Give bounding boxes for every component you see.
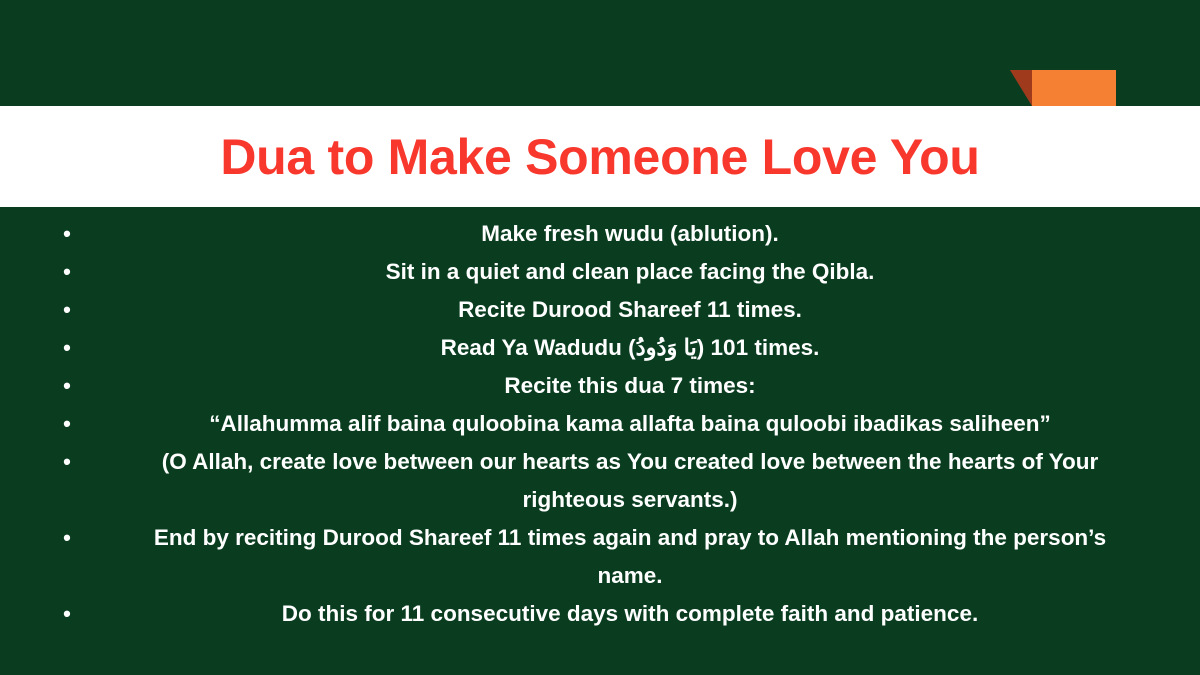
bullet-marker-icon: • — [63, 221, 71, 246]
list-item — [0, 595, 1200, 633]
list-item-text: Make fresh wudu (ablution). — [481, 221, 779, 246]
list-item — [0, 367, 1200, 405]
bullet-marker-icon: • — [63, 601, 71, 626]
bullet-marker-icon: • — [63, 411, 71, 436]
ribbon-main-icon — [1032, 70, 1116, 106]
bullet-marker-icon: • — [63, 525, 71, 550]
list-item — [0, 519, 1200, 595]
list-item — [0, 329, 1200, 367]
bullet-marker-icon: • — [63, 259, 71, 284]
bullet-marker-icon: • — [63, 297, 71, 322]
page-title: Dua to Make Someone Love You — [220, 128, 980, 185]
list-item — [0, 253, 1200, 291]
list-item-text: Recite Durood Shareef 11 times. — [458, 297, 802, 322]
bullet-marker-icon: • — [63, 335, 71, 360]
list-item-text: “Allahumma alif baina quloobina kama allafta baina quloobi ibadikas saliheen” — [209, 411, 1051, 436]
list-item-text: Read Ya Wadudu (يَا وَدُودُ) 101 times. — [440, 335, 820, 360]
title-bar — [0, 106, 1200, 207]
ribbon-decoration — [1000, 70, 1116, 106]
body-area — [0, 207, 1200, 675]
bullet-marker-icon: • — [63, 449, 71, 474]
list-item-text: End by reciting Durood Shareef 11 times again and pray to Allah mentioning the person’s name. — [153, 525, 1107, 588]
list-item — [0, 215, 1200, 253]
list-item-text: Sit in a quiet and clean place facing the Qibla. — [385, 259, 875, 284]
list-item — [0, 405, 1200, 443]
ribbon-fold-icon — [1010, 70, 1032, 106]
list-item — [0, 443, 1200, 519]
list-item-text: (O Allah, create love between our hearts as You created love between the hearts of Your righteous servants.) — [161, 449, 1099, 512]
list-item-text: Recite this dua 7 times: — [504, 373, 756, 398]
list-item-text: Do this for 11 consecutive days with complete faith and patience. — [281, 601, 979, 626]
bullet-list — [0, 215, 1200, 633]
bullet-marker-icon: • — [63, 373, 71, 398]
list-item — [0, 291, 1200, 329]
